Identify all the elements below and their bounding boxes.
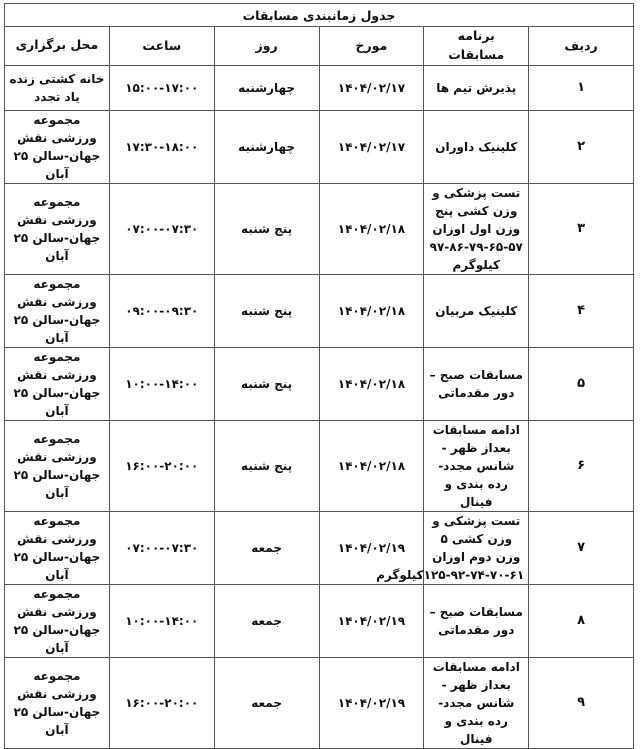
row-date: ۱۴۰۴/۰۲/۱۹ [319,511,424,584]
row-place: مجموعه ورزشی نقش جهان-سالن ۲۵ آبان [5,274,110,347]
row-date: ۱۴۰۴/۰۲/۱۸ [319,420,424,511]
row-program: کلینیک مربیان [424,274,529,347]
row-day: پنج شنبه [214,347,319,420]
table-row [5,183,634,274]
row-time: ۱۰:۰۰-۱۴:۰۰ [109,584,214,657]
row-date: ۱۴۰۴/۰۲/۱۹ [319,584,424,657]
row-program: مسابقات صبح – دور مقدماتی [424,584,529,657]
header-day: روز [214,27,319,66]
table-row [5,657,634,748]
row-day: پنج شنبه [214,183,319,274]
row-date: ۱۴۰۴/۰۲/۱۸ [319,347,424,420]
table-row [5,347,634,420]
row-index: ۶ [529,420,634,511]
schedule-table [4,3,634,749]
row-index: ۳ [529,183,634,274]
row-time: ۰۷:۰۰-۰۷:۳۰ [109,183,214,274]
header-program: برنامه مسابقات [424,27,529,66]
row-index: ۹ [529,657,634,748]
row-program: تست پزشکی و وزن کشی ۵ وزن دوم اوزان ۶۱-۷۰-۷۴-۹۲-۱۲۵کیلوگرم [424,511,529,584]
row-date: ۱۴۰۴/۰۲/۱۸ [319,183,424,274]
row-time: ۱۷:۳۰-۱۸:۰۰ [109,110,214,183]
row-index: ۵ [529,347,634,420]
row-index: ۱ [529,65,634,110]
row-program: مسابقات صبح – دور مقدماتی [424,347,529,420]
row-index: ۴ [529,274,634,347]
header-time: ساعت [109,27,214,66]
row-place: مجموعه ورزشی نقش جهان-سالن ۲۵ آبان [5,511,110,584]
row-day: پنج شنبه [214,420,319,511]
row-place: مجموعه ورزشی نقش جهان-سالن ۲۵ آبان [5,420,110,511]
row-index: ۷ [529,511,634,584]
table-row [5,274,634,347]
row-program: ادامه مسابقات بعداز ظهر - شانس مجدد- رده بندی و فینال [424,420,529,511]
header-date: مورخ [319,27,424,66]
row-day: جمعه [214,511,319,584]
table-row [5,420,634,511]
row-program: ادامه مسابقات بعداز ظهر - شانس مجدد- رده بندی و فینال [424,657,529,748]
header-index: ردیف [529,27,634,66]
row-date: ۱۴۰۴/۰۲/۱۷ [319,65,424,110]
table-row [5,511,634,584]
row-program: تست پزشکی و وزن کشی پنج وزن اول اوزان ۵۷-۶۵-۷۹-۸۶-۹۷ کیلوگرم [424,183,529,274]
row-time: ۰۷:۰۰-۰۷:۳۰ [109,511,214,584]
table-row [5,584,634,657]
table-title: جدول زمانبندی مسابقات [5,4,634,27]
row-day: جمعه [214,657,319,748]
row-place: خانه کشتی زنده یاد تجدد [5,65,110,110]
row-date: ۱۴۰۴/۰۲/۱۹ [319,657,424,748]
row-day: پنج شنبه [214,274,319,347]
row-date: ۱۴۰۴/۰۲/۱۸ [319,274,424,347]
table-row [5,110,634,183]
row-program: پذیرش تیم ها [424,65,529,110]
row-index: ۲ [529,110,634,183]
row-place: مجموعه ورزشی نقش جهان-سالن ۲۵ آبان [5,110,110,183]
row-time: ۱۵:۰۰-۱۷:۰۰ [109,65,214,110]
row-day: چهارشنبه [214,110,319,183]
row-place: مجموعه ورزشی نقش جهان-سالن ۲۵ آبان [5,347,110,420]
row-date: ۱۴۰۴/۰۲/۱۷ [319,110,424,183]
row-place: مجموعه ورزشی نقش جهان-سالن ۲۵ آبان [5,183,110,274]
row-time: ۱۶:۰۰-۲۰:۰۰ [109,657,214,748]
row-day: جمعه [214,584,319,657]
row-time: ۱۰:۰۰-۱۴:۰۰ [109,347,214,420]
row-place: مجموعه ورزشی نقش جهان-سالن ۲۵ آبان [5,657,110,748]
row-time: ۰۹:۰۰-۰۹:۳۰ [109,274,214,347]
row-program: کلینیک داوران [424,110,529,183]
row-time: ۱۶:۰۰-۲۰:۰۰ [109,420,214,511]
row-day: چهارشنبه [214,65,319,110]
table-row [5,65,634,110]
row-place: مجموعه ورزشی نقش جهان-سالن ۲۵ آبان [5,584,110,657]
header-place: محل برگزاری [5,27,110,66]
schedule-page [4,3,634,746]
row-index: ۸ [529,584,634,657]
header-row [5,27,634,66]
schedule-table-body [5,4,634,749]
